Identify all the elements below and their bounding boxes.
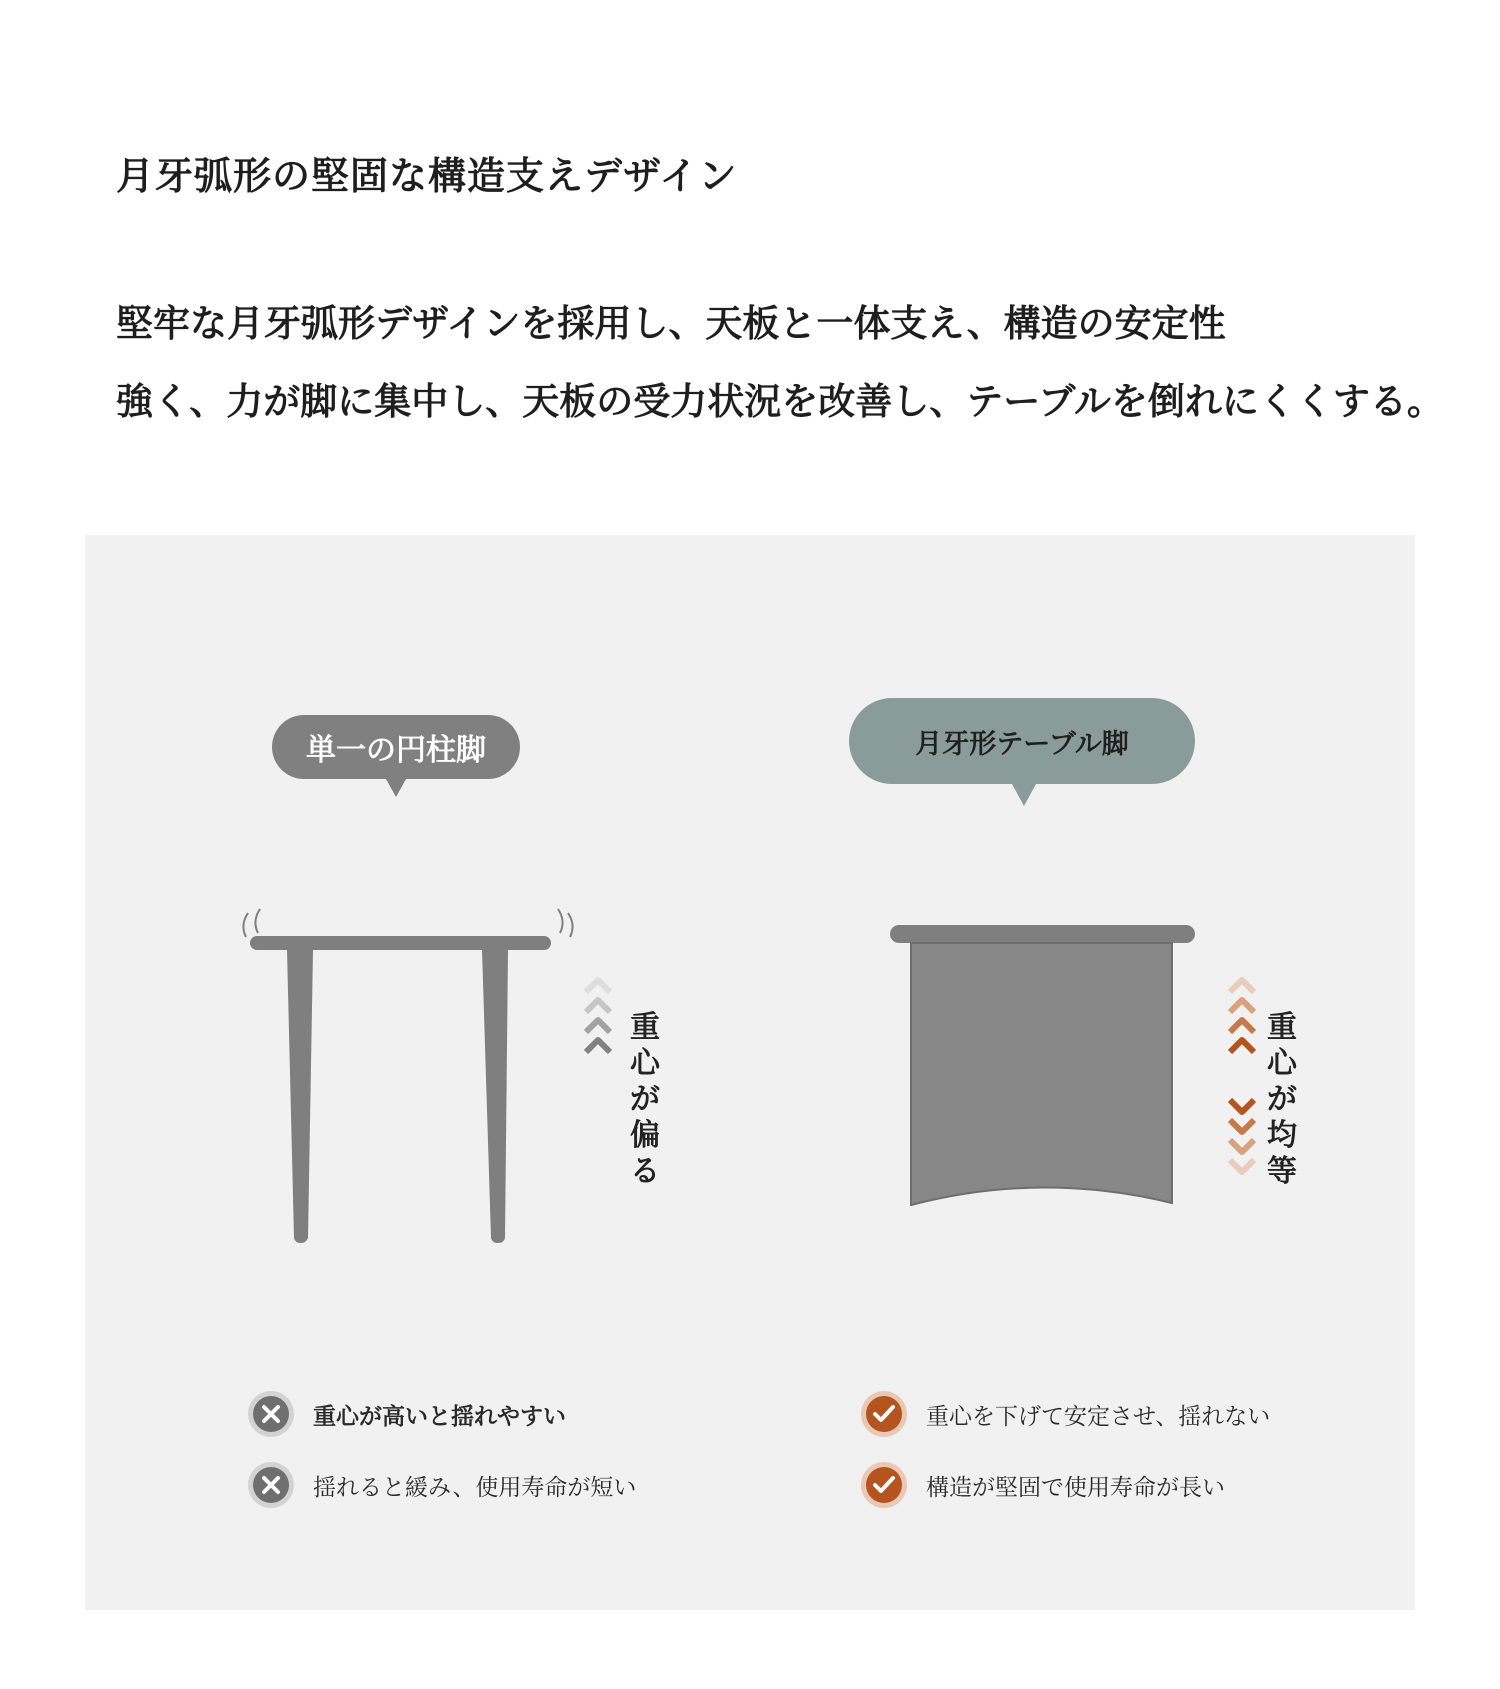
description-line-1: 堅牢な月牙弧形デザインを採用し、天板と一体支え、構造の安定性 xyxy=(116,302,1226,345)
up-down-chevrons-orange-icon xyxy=(1227,972,1257,1177)
page-heading: 月牙弧形の堅固な構造支えデザイン xyxy=(116,154,738,198)
right-feature-text: 構造が堅固で使用寿命が長い xyxy=(926,1474,1225,1501)
description-line-2: 強く、力が脚に集中し、天板の受力状況を改善し、テーブルを倒れにくくする。 xyxy=(116,380,1444,423)
cylinder-leg-table-illustration xyxy=(220,895,680,1255)
right-feature-item xyxy=(860,1390,1270,1438)
left-label-bubble: 単一の円柱脚 xyxy=(272,715,520,779)
left-feature-text: 重心が高いと揺れやすい xyxy=(313,1403,566,1430)
right-feature-text: 重心を下げて安定させ、揺れない xyxy=(926,1403,1271,1430)
left-side-label: 重心が偏る xyxy=(630,1010,660,1189)
description xyxy=(116,285,1444,441)
right-label-bubble: 月牙形テーブル脚 xyxy=(849,698,1195,784)
right-feature-item xyxy=(860,1461,1225,1509)
x-mark-icon xyxy=(247,1461,295,1509)
crescent-leg-table-illustration xyxy=(875,913,1205,1213)
x-mark-icon xyxy=(247,1390,295,1438)
wobble-marks-icon xyxy=(243,909,572,937)
check-mark-icon xyxy=(860,1461,908,1509)
left-feature-item xyxy=(247,1390,566,1438)
left-feature-item xyxy=(247,1461,636,1509)
left-feature-text: 揺れると緩み、使用寿命が短い xyxy=(313,1474,637,1501)
right-side-label: 重心が均等 xyxy=(1267,1010,1297,1189)
check-mark-icon xyxy=(860,1390,908,1438)
up-chevrons-gray-icon xyxy=(583,972,613,1062)
comparison-panel xyxy=(85,535,1415,1610)
